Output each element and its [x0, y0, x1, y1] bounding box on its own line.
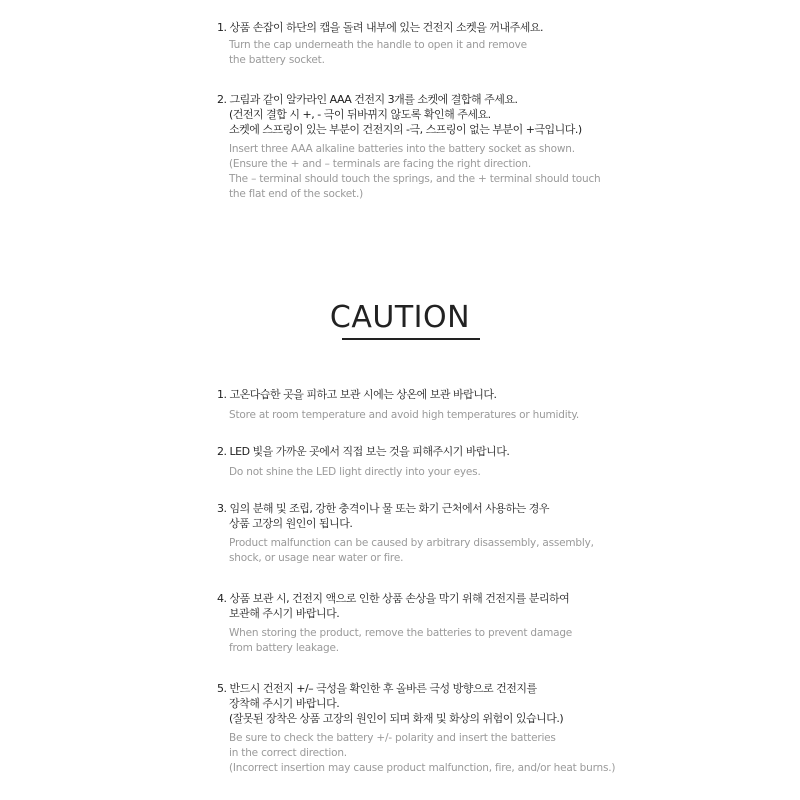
caution-underline: [342, 338, 480, 340]
step-1-en-line-2: the battery socket.: [229, 54, 325, 66]
caution-4-ko-line-1: 4. 상품 보관 시, 건전지 액으로 인한 상품 손상을 막기 위해 건전지를 분리하여: [217, 592, 570, 605]
caution-title: CAUTION: [329, 300, 471, 335]
caution-4-ko-line-2: 보관해 주시기 바랍니다.: [229, 607, 340, 620]
caution-2-ko-line-1: 2. LED 빛을 가까운 곳에서 직접 보는 것을 피해주시기 바랍니다.: [217, 445, 510, 458]
step-2-ko-line-3: 소켓에 스프링이 있는 부분이 건전지의 -극, 스프링이 없는 부분이 +극입니다.): [229, 123, 582, 136]
caution-1-en-line-1: Store at room temperature and avoid high temperatures or humidity.: [229, 409, 580, 421]
caution-3-ko-line-1: 3. 임의 분해 및 조립, 강한 충격이나 물 또는 화기 근처에서 사용하는 경우: [217, 502, 549, 515]
caution-item-1: [217, 387, 657, 423]
caution-item-5: [217, 681, 657, 776]
step-2-en-line-1: Insert three AAA alkaline batteries into the battery socket as shown.: [229, 143, 575, 155]
caution-3-en-line-1: Product malfunction can be caused by arbitrary disassembly, assembly,: [229, 537, 594, 549]
instruction-step-1: [217, 20, 657, 68]
step-1-en-line-1: Turn the cap underneath the handle to open it and remove: [229, 39, 527, 51]
caution-3-en-line-2: shock, or usage near water or fire.: [229, 552, 404, 564]
step-2-en-line-2: (Ensure the + and – terminals are facing the right direction.: [229, 158, 531, 170]
caution-2-en-line-1: Do not shine the LED light directly into your eyes.: [229, 466, 481, 478]
step-2-en-line-3: The – terminal should touch the springs, and the + terminal should touch: [229, 173, 601, 185]
step-1-ko-line-1: 1. 상품 손잡이 하단의 캡을 돌려 내부에 있는 건전지 소켓을 꺼내주세요.: [217, 21, 543, 34]
instruction-step-2: [217, 92, 657, 202]
caution-5-ko-line-2: 장착해 주시기 바랍니다.: [229, 697, 340, 710]
caution-5-en-line-1: Be sure to check the battery +/- polarity and insert the batteries: [229, 732, 556, 744]
caution-4-en-line-2: from battery leakage.: [229, 642, 339, 654]
caution-item-4: [217, 591, 657, 656]
step-2-en-line-4: the flat end of the socket.): [229, 188, 364, 200]
caution-item-2: [217, 444, 657, 480]
step-2-ko-line-2: (건전지 결합 시 +, - 극이 뒤바뀌지 않도록 확인해 주세요.: [229, 108, 491, 121]
caution-5-en-line-3: (Incorrect insertion may cause product malfunction, fire, and/or heat burns.): [229, 762, 616, 774]
caution-1-ko-line-1: 1. 고온다습한 곳을 피하고 보관 시에는 상온에 보관 바랍니다.: [217, 388, 497, 401]
caution-4-en-line-1: When storing the product, remove the batteries to prevent damage: [229, 627, 573, 639]
caution-5-ko-line-3: (잘못된 장착은 상품 고장의 원인이 되며 화재 및 화상의 위험이 있습니다.): [229, 712, 564, 725]
caution-5-ko-line-1: 5. 반드시 건전지 +/– 극성을 확인한 후 올바른 극성 방향으로 건전지를: [217, 682, 537, 695]
step-2-ko-line-1: 2. 그림과 같이 알카라인 AAA 건전지 3개를 소켓에 결합해 주세요.: [217, 93, 518, 106]
caution-item-3: [217, 501, 657, 566]
caution-5-en-line-2: in the correct direction.: [229, 747, 347, 759]
caution-3-ko-line-2: 상품 고장의 원인이 됩니다.: [229, 517, 353, 530]
